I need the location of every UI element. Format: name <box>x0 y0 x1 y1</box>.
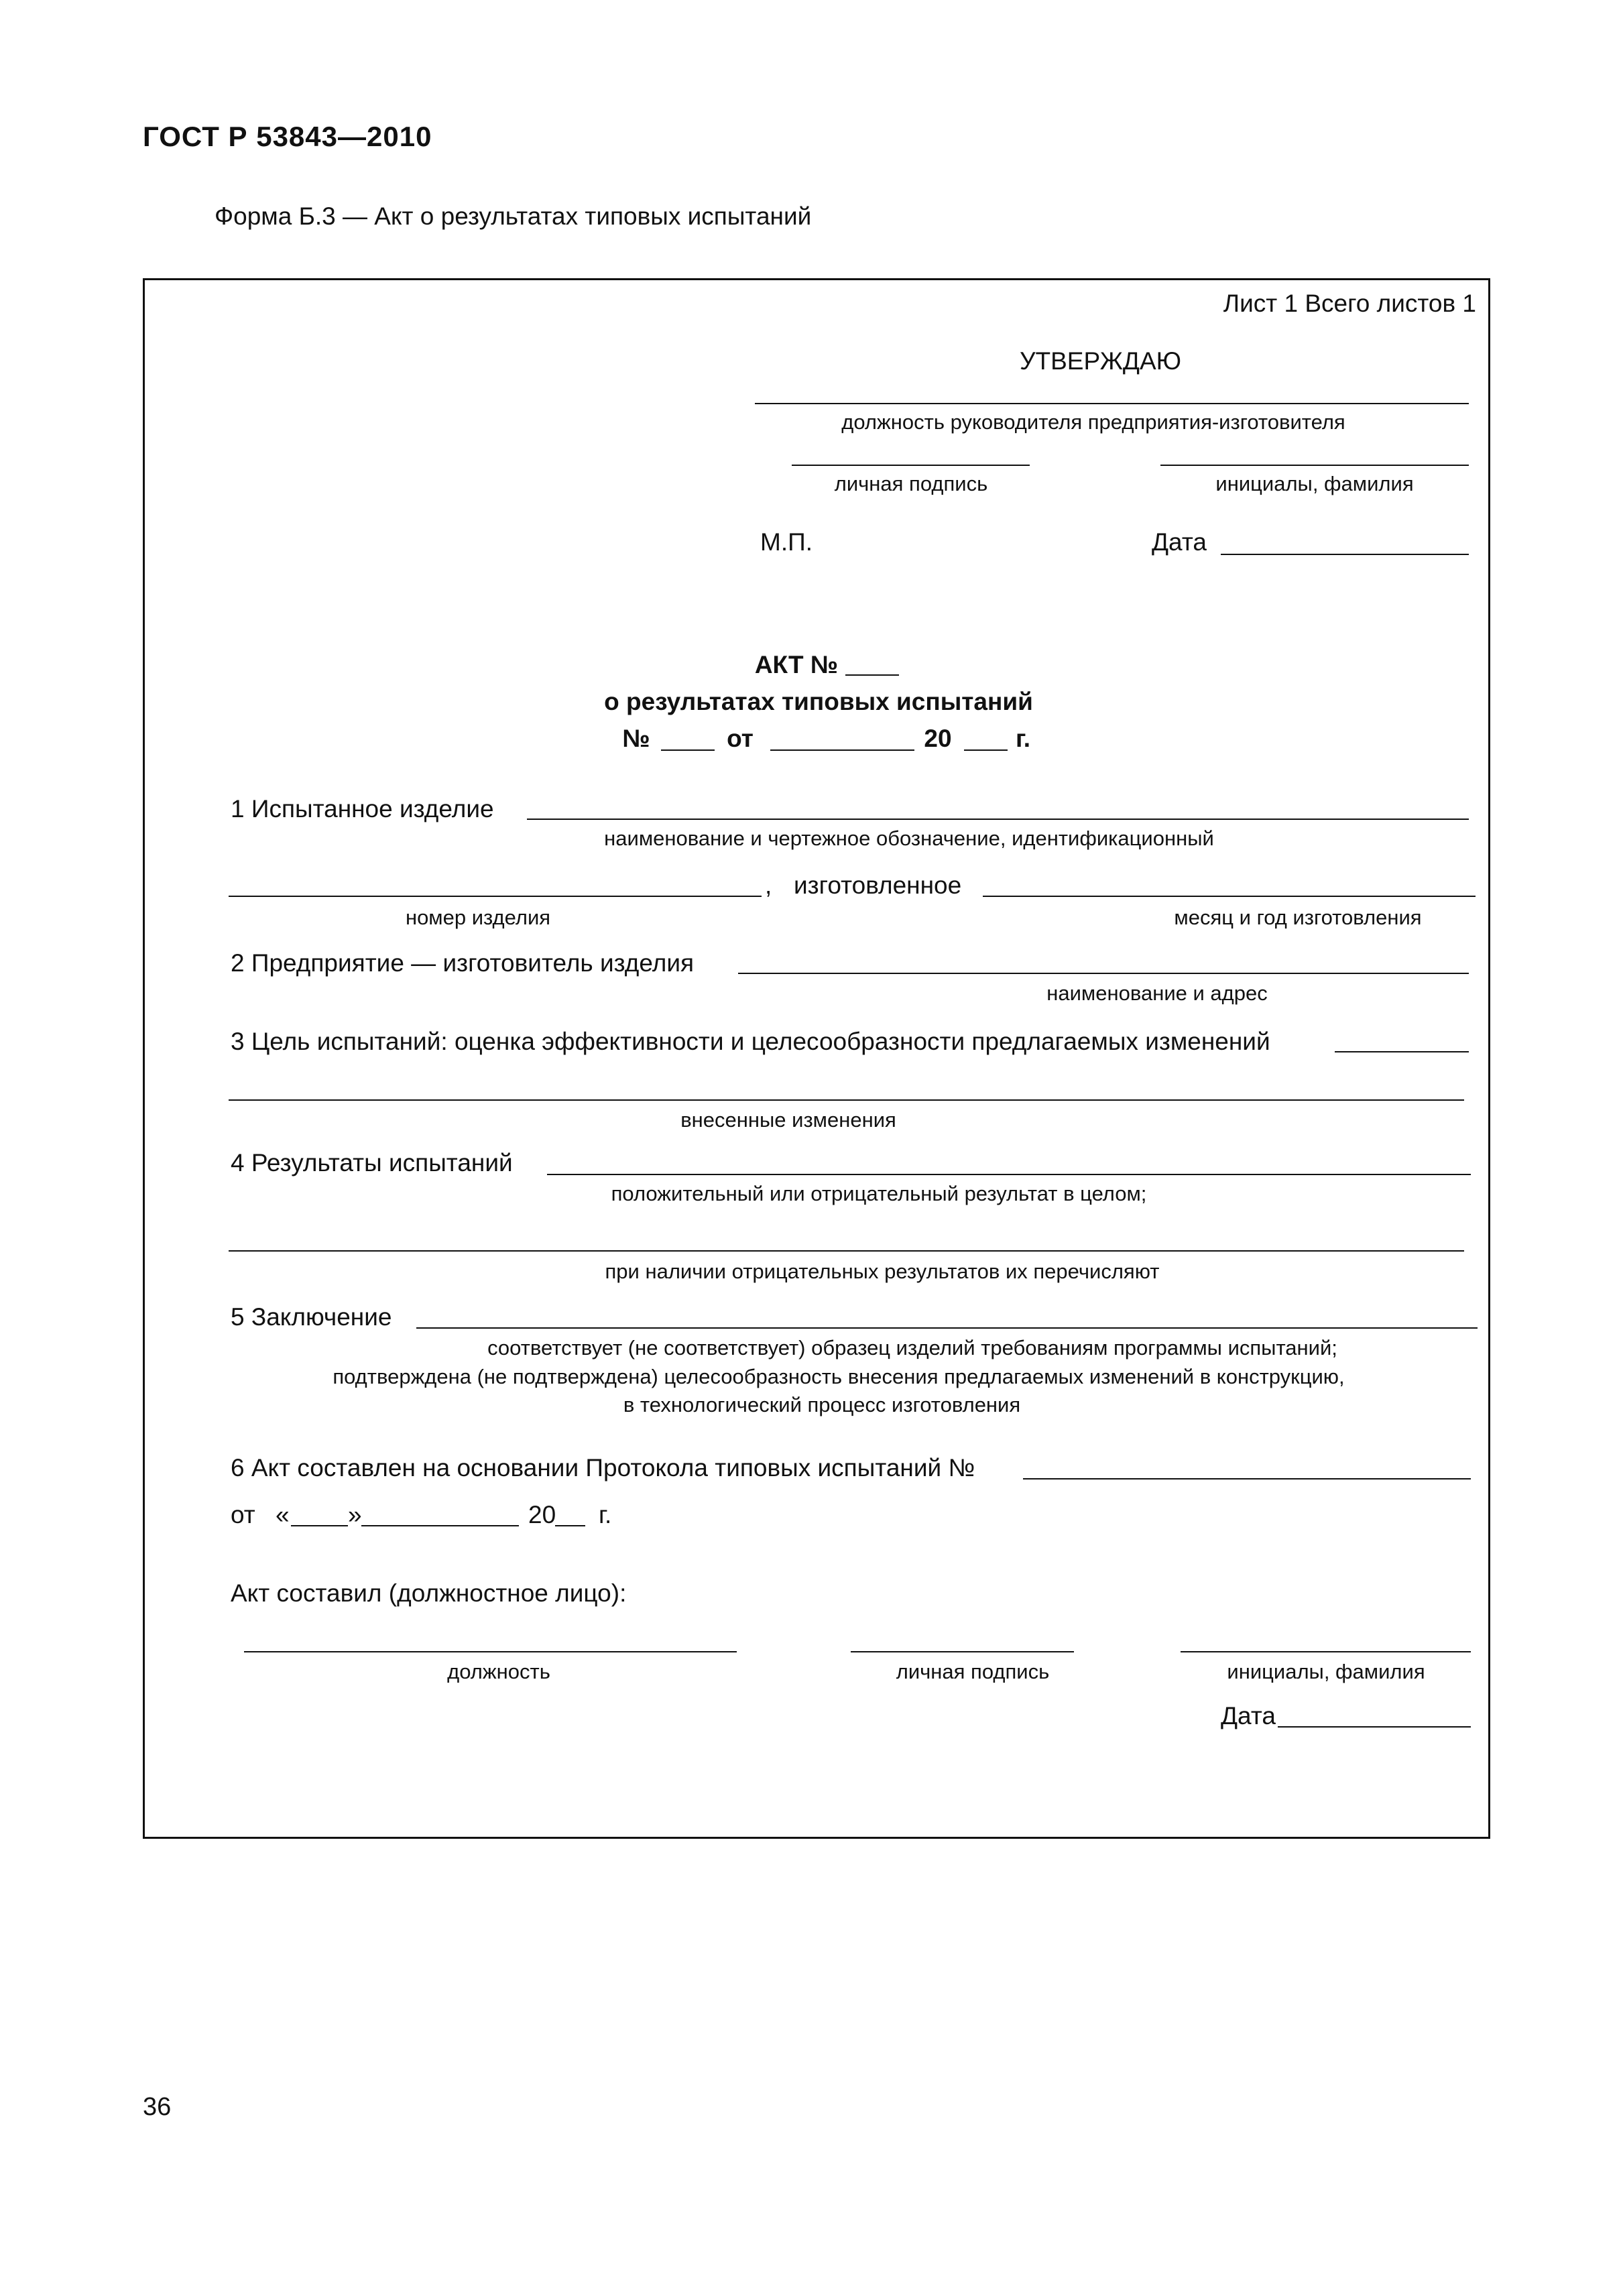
approver-signature-caption: личная подпись <box>834 472 988 495</box>
item4-caption-2: при наличии отрицательных результатов их перечисляют <box>605 1260 1160 1283</box>
approve-date-label: Дата <box>1152 528 1207 556</box>
item5-label: 5 Заключение <box>231 1303 392 1331</box>
stamp-label: М.П. <box>760 528 813 556</box>
item6-open-quote: « <box>276 1501 290 1528</box>
item1-caption-name: наименование и чертежное обозначение, идентификационный <box>604 827 1214 850</box>
approver-position-caption: должность руководителя предприятия-изготовителя <box>841 410 1345 434</box>
item6-year-prefix: 20 <box>528 1501 556 1528</box>
act-title: АКТ № <box>754 651 839 678</box>
item6-day-line[interactable] <box>291 1525 348 1526</box>
item1-manufactured-label: изготовленное <box>794 871 962 899</box>
approver-name-line[interactable] <box>1160 465 1469 466</box>
act-number-line[interactable] <box>845 674 899 676</box>
item6-year-line[interactable] <box>555 1525 585 1526</box>
approve-label: УТВЕРЖДАЮ <box>1020 347 1182 375</box>
item4-label: 4 Результаты испытаний <box>231 1149 513 1176</box>
item2-enterprise-line[interactable] <box>738 973 1469 974</box>
approve-date-line[interactable] <box>1221 554 1469 555</box>
sheet-info: Лист 1 Всего листов 1 <box>1223 290 1476 317</box>
form-frame <box>143 278 1490 1839</box>
item3-line-2[interactable] <box>229 1099 1464 1101</box>
item5-conclusion-line[interactable] <box>416 1327 1478 1329</box>
item2-label: 2 Предприятие — изготовитель изделия <box>231 949 695 977</box>
item5-caption-2: подтверждена (не подтверждена) целесообразность внесения предлагаемых изменений в конструкцию, <box>333 1365 1345 1388</box>
act-year-prefix: 20 <box>924 725 952 752</box>
item3-label: 3 Цель испытаний: оценка эффективности и целесообразности предлагаемых изменений <box>231 1028 1270 1055</box>
item6-from-label: от <box>231 1501 255 1528</box>
compiled-date-line[interactable] <box>1278 1726 1471 1728</box>
item1-date-line[interactable] <box>983 896 1476 897</box>
compiled-position-caption: должность <box>447 1660 550 1683</box>
compiled-name-line[interactable] <box>1181 1651 1471 1652</box>
item5-caption-3: в технологический процесс изготовления <box>623 1393 1021 1416</box>
item1-comma: , <box>765 871 772 899</box>
approver-position-line[interactable] <box>755 403 1469 404</box>
compiled-position-line[interactable] <box>244 1651 737 1652</box>
approver-name-caption: инициалы, фамилия <box>1215 472 1414 495</box>
compiled-label: Акт составил (должностное лицо): <box>231 1579 627 1607</box>
act-year-suffix: г. <box>1016 725 1030 752</box>
act-from-label: от <box>727 725 754 752</box>
item1-product-line[interactable] <box>527 819 1469 820</box>
item1-label: 1 Испытанное изделие <box>231 795 494 823</box>
compiled-signature-line[interactable] <box>851 1651 1074 1652</box>
item4-caption-1: положительный или отрицательный результат в целом; <box>611 1182 1147 1205</box>
item4-line-2[interactable] <box>229 1250 1464 1252</box>
item1-number-line[interactable] <box>229 896 762 897</box>
act-year-line[interactable] <box>964 749 1008 751</box>
item6-label: 6 Акт составлен на основании Протокола типовых испытаний № <box>231 1454 975 1482</box>
act-subtitle: о результатах типовых испытаний <box>604 688 1033 715</box>
act-no-line[interactable] <box>661 749 715 751</box>
standard-code: ГОСТ Р 53843—2010 <box>143 121 432 152</box>
item3-caption: внесенные изменения <box>680 1108 896 1132</box>
act-no-sign: № <box>622 725 650 752</box>
item2-caption: наименование и адрес <box>1046 981 1268 1005</box>
form-caption: Форма Б.3 — Акт о результатах типовых испытаний <box>215 202 812 230</box>
page-number: 36 <box>143 2093 172 2121</box>
item6-month-line[interactable] <box>361 1525 519 1526</box>
item3-line-1[interactable] <box>1335 1051 1469 1052</box>
item4-result-line[interactable] <box>547 1174 1471 1175</box>
act-date-line[interactable] <box>770 749 914 751</box>
compiled-signature-caption: личная подпись <box>896 1660 1050 1683</box>
item6-year-suffix: г. <box>599 1501 612 1528</box>
compiled-name-caption: инициалы, фамилия <box>1227 1660 1425 1683</box>
item5-caption-1: соответствует (не соответствует) образец изделий требованиям программы испытаний; <box>487 1336 1337 1360</box>
approver-signature-line[interactable] <box>792 465 1030 466</box>
item1-caption-number: номер изделия <box>405 906 551 929</box>
compiled-date-label: Дата <box>1221 1702 1276 1730</box>
item6-close-quote: » <box>348 1501 362 1528</box>
item6-protocol-number-line[interactable] <box>1023 1478 1471 1479</box>
item1-caption-date: месяц и год изготовления <box>1174 906 1422 929</box>
